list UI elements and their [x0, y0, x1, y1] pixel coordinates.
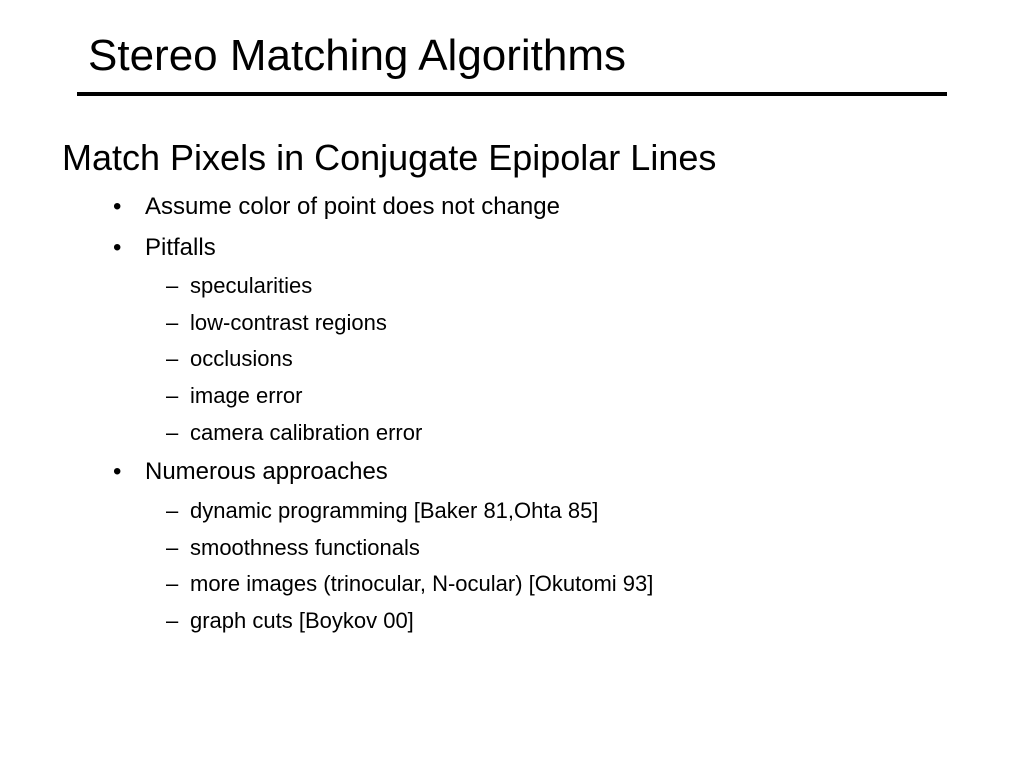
bullet-text: Pitfalls — [145, 234, 216, 261]
sub-item — [166, 345, 293, 373]
sub-item — [166, 534, 420, 562]
sub-marker: – — [166, 346, 179, 371]
sub-marker: – — [166, 498, 179, 523]
sub-item-text: low-contrast regions — [190, 310, 387, 335]
sub-item-text: image error — [190, 383, 303, 408]
sub-item-text: camera calibration error — [190, 420, 423, 445]
sub-marker: – — [166, 273, 179, 298]
bullet-text: Assume color of point does not change — [145, 193, 560, 220]
sub-item — [166, 272, 313, 300]
bullet-item — [113, 233, 216, 263]
sub-item — [166, 419, 423, 447]
sub-item-text: graph cuts [Boykov 00] — [190, 608, 414, 633]
bullet-marker: • — [113, 193, 122, 220]
sub-marker: – — [166, 420, 179, 445]
bullet-marker: • — [113, 234, 122, 261]
sub-item — [166, 570, 654, 598]
sub-item-text: occlusions — [190, 346, 293, 371]
sub-marker: – — [166, 310, 179, 335]
slide-title: Stereo Matching Algorithms — [88, 31, 627, 80]
sub-marker: – — [166, 383, 179, 408]
sub-marker: – — [166, 535, 179, 560]
sub-item — [166, 309, 387, 337]
bullet-item — [113, 192, 560, 222]
bullet-marker: • — [113, 458, 122, 485]
sub-item — [166, 497, 599, 525]
title-divider — [77, 92, 947, 96]
sub-marker: – — [166, 571, 179, 596]
sub-item-text: specularities — [190, 273, 313, 298]
sub-item-text: more images (trinocular, N-ocular) [Okutomi 93] — [190, 571, 654, 596]
bullet-text: Numerous approaches — [145, 458, 388, 485]
sub-item-text: dynamic programming [Baker 81,Ohta 85] — [190, 498, 599, 523]
sub-marker: – — [166, 608, 179, 633]
bullet-item — [113, 457, 388, 487]
sub-item — [166, 607, 414, 635]
sub-item — [166, 382, 303, 410]
slide-heading: Match Pixels in Conjugate Epipolar Lines — [62, 137, 717, 178]
sub-item-text: smoothness functionals — [190, 535, 420, 560]
